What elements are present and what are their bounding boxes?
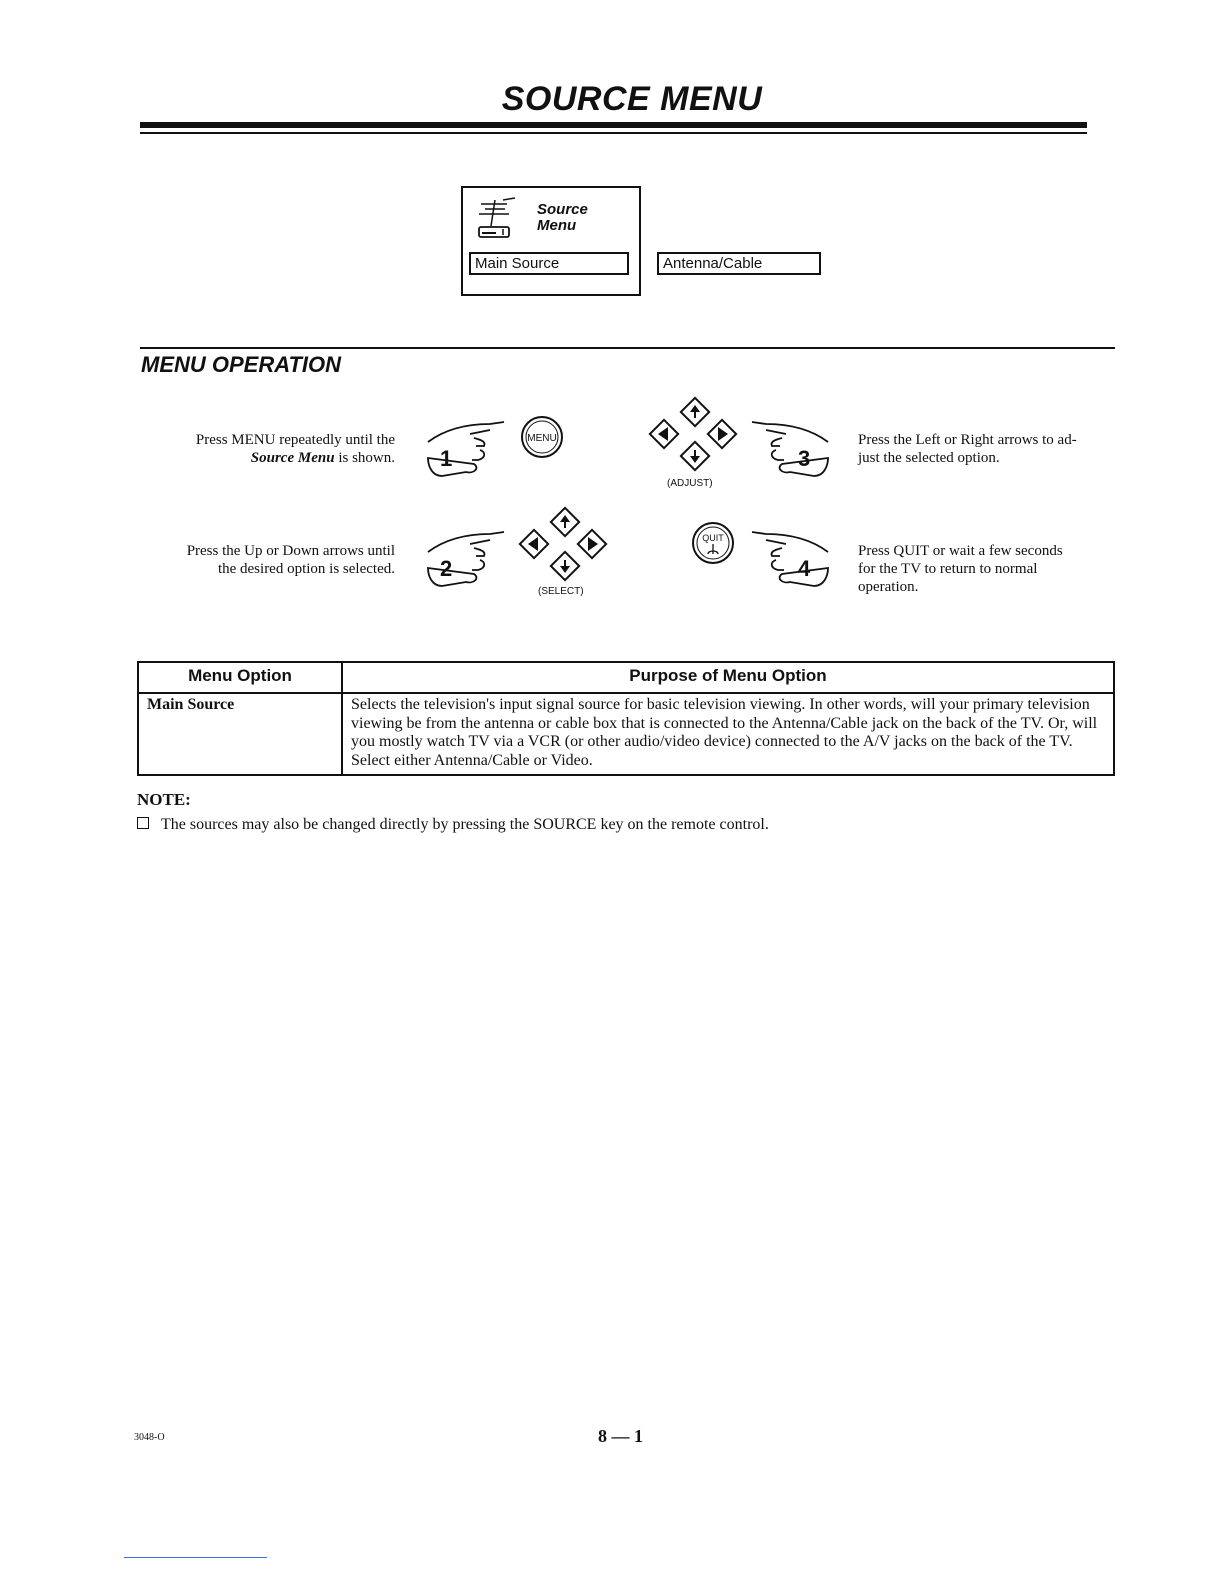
table-row <box>138 693 1114 775</box>
step1-text: Press MENU repeatedly until the Source Menu is shown. <box>195 432 395 466</box>
table-cell-option: Main Source <box>138 693 342 775</box>
hand-pointer-icon-step1 <box>424 420 510 486</box>
menu-button-icon <box>519 414 565 460</box>
table-cell-purpose: Selects the television's input signal source for basic television viewing. In other words, will your primary television viewing be from the antenna or cable box that is connected to the Antenna/Cable jack on the back of the TV. Or, will you mostly watch TV via a VCR (or other audio/video device) connected to the A/V jacks on the back of the TV. Select either Antenna/Cable or Video. <box>342 693 1114 775</box>
arrow-pad-adjust-icon <box>648 396 738 472</box>
table-header-option: Menu Option <box>138 662 342 693</box>
select-caption: (SELECT) <box>538 586 584 597</box>
section-rule <box>140 347 1115 349</box>
svg-text:1: 1 <box>440 446 453 471</box>
osd-source-menu <box>461 186 641 296</box>
table-header-purpose: Purpose of Menu Option <box>342 662 1114 693</box>
svg-text:4: 4 <box>798 556 811 581</box>
page-number: 8 — 1 <box>598 1426 643 1446</box>
svg-text:QUIT: QUIT <box>702 533 724 543</box>
hand-pointer-icon-step4 <box>746 530 832 596</box>
menu-option-table <box>137 661 1115 776</box>
svg-text:2: 2 <box>440 556 453 581</box>
section-title: MENU OPERATION <box>141 352 342 377</box>
step3-text: Press the Left or Right arrows to ad- just the selected option. <box>858 432 1077 466</box>
table-header-row <box>138 662 1114 693</box>
title-rule-thin <box>140 132 1087 134</box>
title-rule <box>140 122 1087 128</box>
footer-rule <box>124 1557 267 1558</box>
step2-text: Press the Up or Down arrows until the desired option is selected. <box>186 543 395 577</box>
doc-code: 3048-O <box>134 1432 165 1443</box>
note-text: The sources may also be changed directly by pressing the SOURCE key on the remote control. <box>161 816 769 833</box>
osd-option-value: Antenna/Cable <box>657 252 821 275</box>
adjust-caption: (ADJUST) <box>667 478 713 489</box>
note-item <box>137 816 769 834</box>
osd-heading: Source Menu <box>537 201 588 234</box>
svg-text:MENU: MENU <box>527 433 557 444</box>
osd-option-label: Main Source <box>469 252 629 275</box>
step4-text: Press QUIT or wait a few seconds for the TV to return to normal operation. <box>858 543 1063 595</box>
antenna-vcr-icon <box>477 196 517 240</box>
hand-pointer-icon-step2 <box>424 530 510 596</box>
hand-pointer-icon-step3 <box>746 420 832 486</box>
quit-button-icon <box>690 520 736 566</box>
svg-text:3: 3 <box>798 446 811 471</box>
arrow-pad-select-icon <box>518 506 608 582</box>
checkbox-bullet-icon <box>137 817 149 829</box>
page-title: SOURCE MENU <box>501 80 763 118</box>
note-heading: NOTE: <box>137 790 191 809</box>
